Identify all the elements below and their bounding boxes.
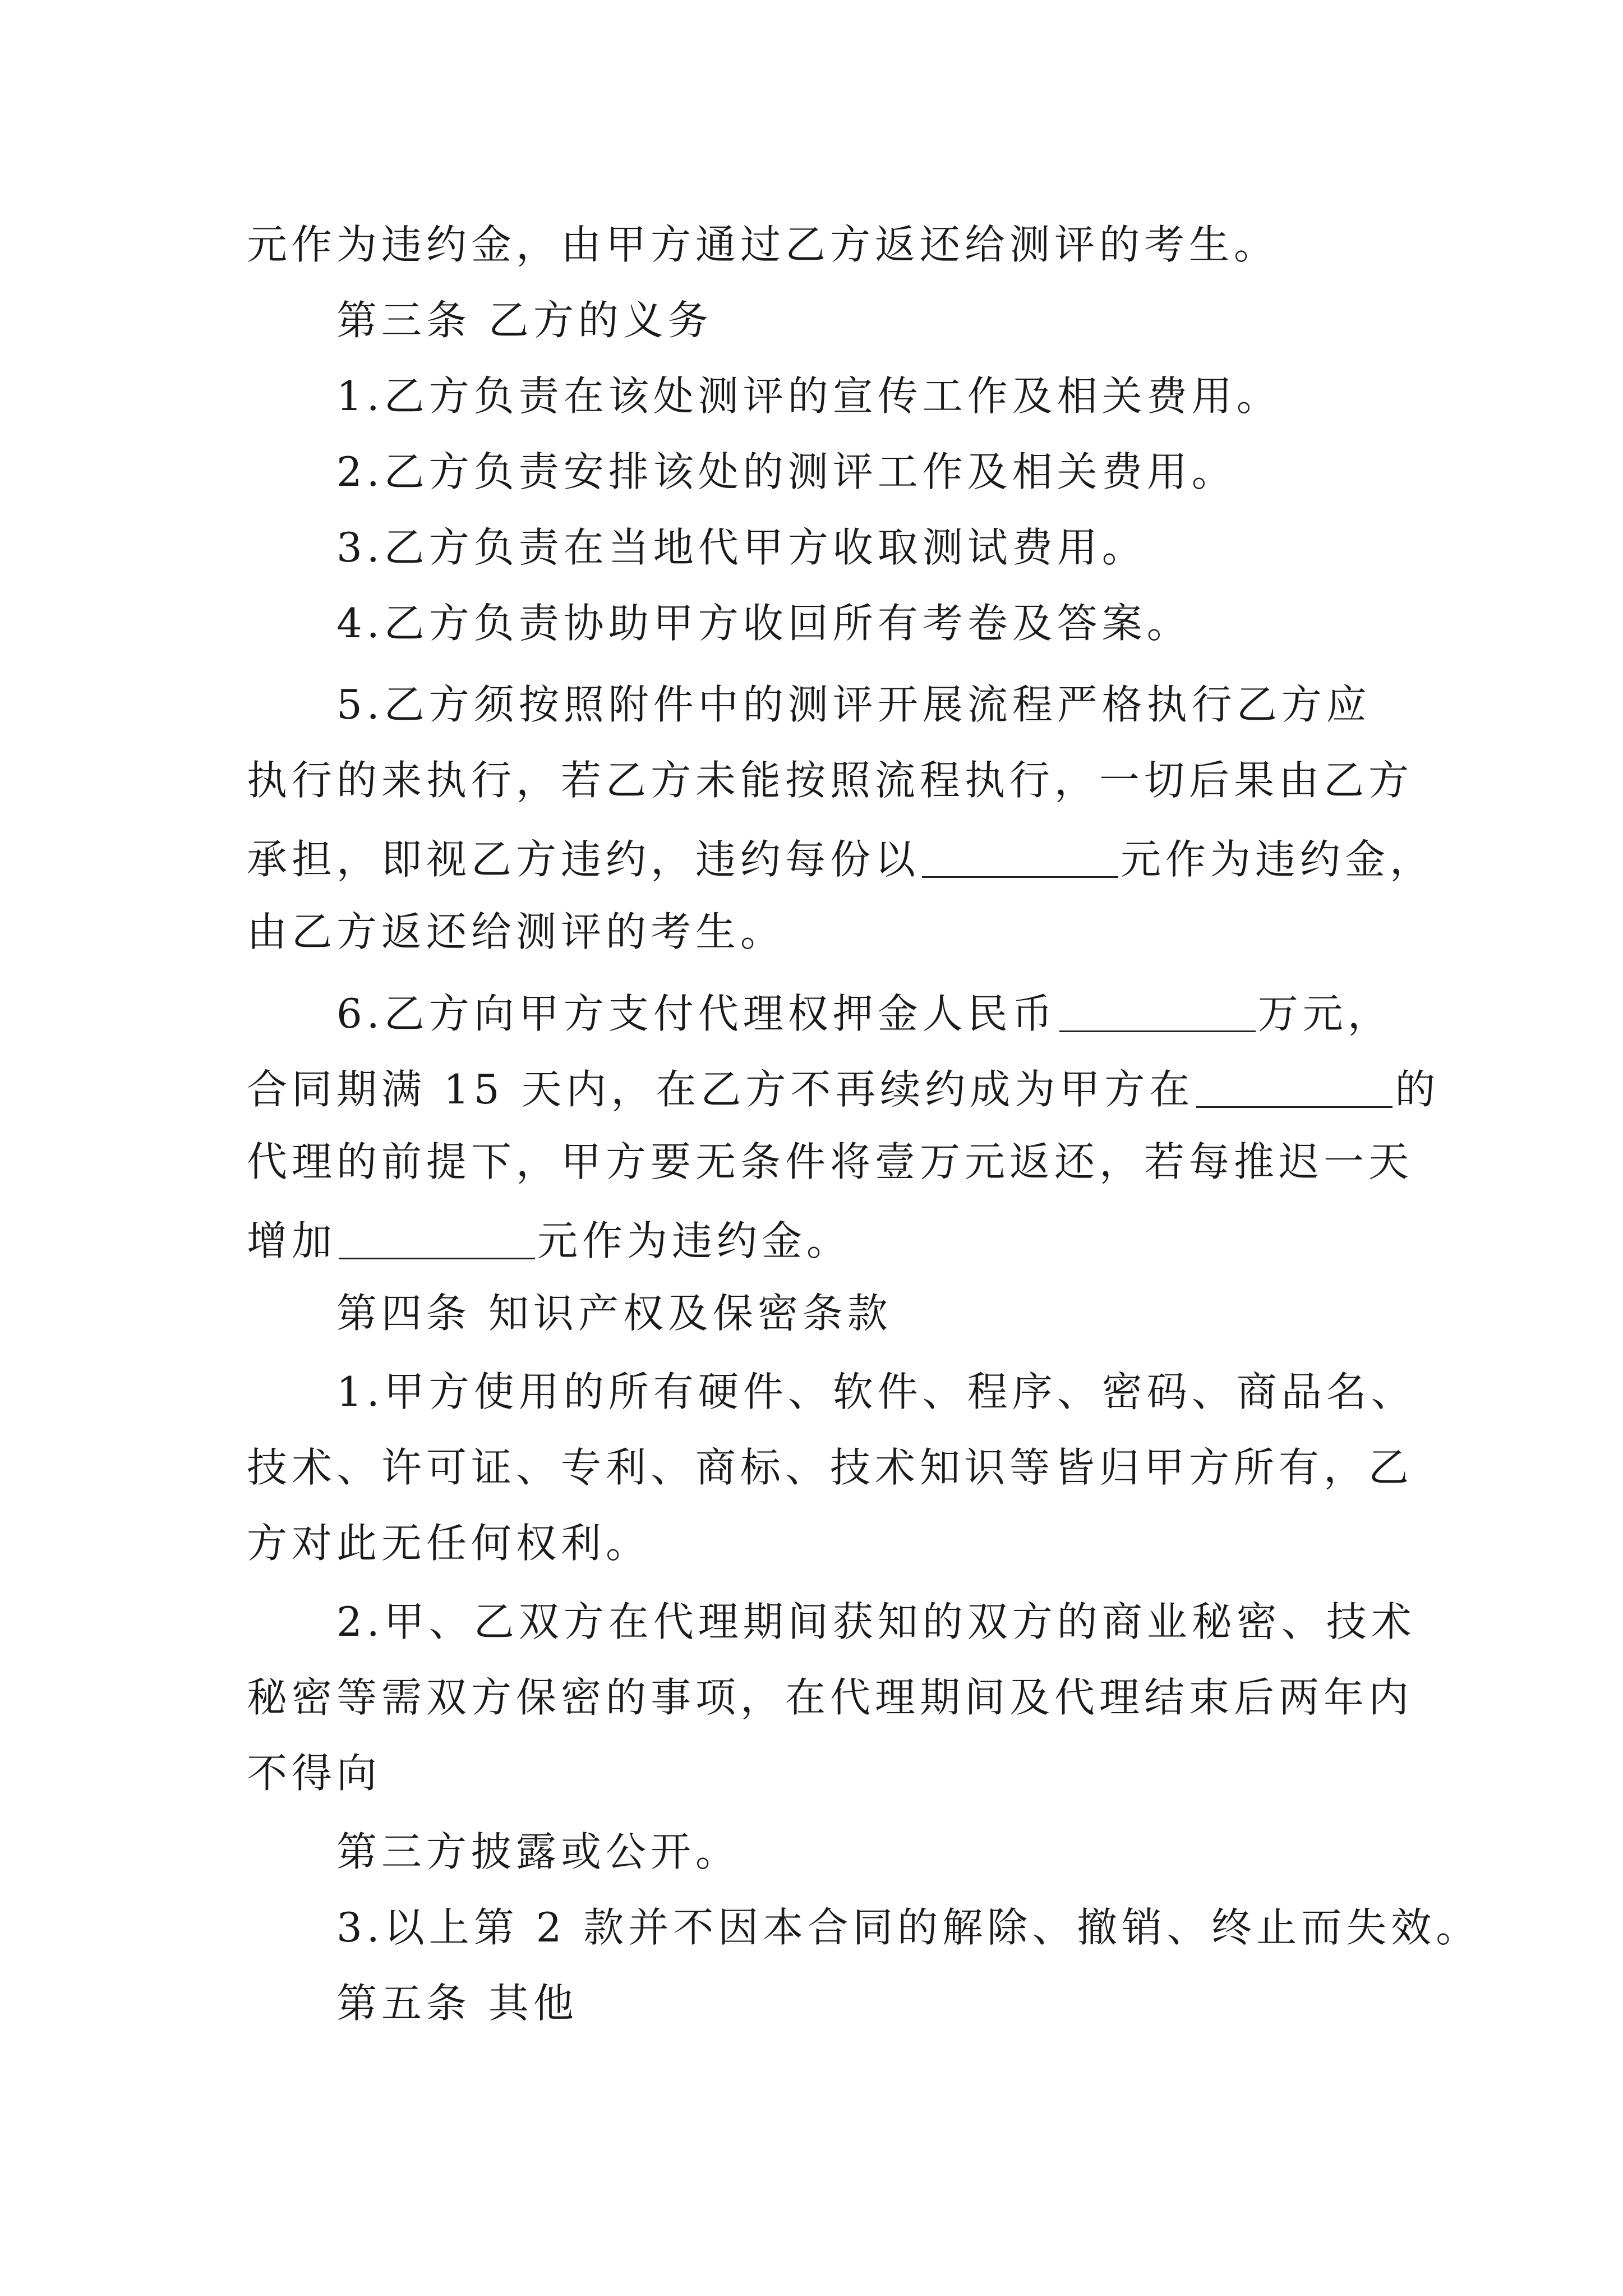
text-segment: 合同期满 15 天内，在乙方不再续约成为甲方在 bbox=[247, 1066, 1195, 1113]
text-line: 不得向 bbox=[247, 1750, 382, 1797]
fill-in-blank[interactable] bbox=[339, 1217, 535, 1259]
fill-in-blank[interactable] bbox=[1196, 1066, 1393, 1108]
text-segment: 元作为违约金。 bbox=[537, 1217, 852, 1264]
text-line bbox=[247, 1066, 1440, 1113]
text-segment: 增加 bbox=[247, 1217, 337, 1264]
list-item: 5.乙方须按照附件中的测评开展流程严格执行乙方应 bbox=[336, 681, 1371, 728]
list-item: 3.以上第 2 款并不因本合同的解除、撤销、终止而失效。 bbox=[336, 1904, 1481, 1951]
section-heading: 第四条 知识产权及保密条款 bbox=[336, 1290, 892, 1337]
section-heading: 第三条 乙方的义务 bbox=[336, 297, 713, 344]
text-line: 执行的来执行，若乙方未能按照流程执行，一切后果由乙方 bbox=[247, 757, 1414, 804]
text-line: 技术、许可证、专利、商标、技术知识等皆归甲方所有，乙 bbox=[247, 1444, 1414, 1491]
fill-in-blank[interactable] bbox=[922, 836, 1118, 878]
list-item: 2.乙方负责安排该处的测评工作及相关费用。 bbox=[336, 448, 1237, 495]
text-segment: 6.乙方向甲方支付代理权押金人民币 bbox=[336, 990, 1057, 1037]
list-item: 3.乙方负责在当地代甲方收取测试费用。 bbox=[336, 524, 1147, 571]
text-line: 第三方披露或公开。 bbox=[336, 1828, 741, 1875]
text-line: 由乙方返还给测评的考生。 bbox=[247, 908, 786, 955]
list-item bbox=[336, 990, 1393, 1037]
text-line bbox=[247, 836, 1435, 883]
section-heading: 第五条 其他 bbox=[336, 1980, 578, 2027]
fill-in-blank[interactable] bbox=[1059, 990, 1256, 1032]
text-line bbox=[247, 1217, 852, 1264]
text-segment: 承担，即视乙方违约，违约每份以 bbox=[247, 836, 920, 883]
text-segment: 的 bbox=[1395, 1066, 1440, 1113]
text-line: 秘密等需双方保密的事项，在代理期间及代理结束后两年内 bbox=[247, 1674, 1414, 1721]
text-segment: 元作为违约金， bbox=[1121, 836, 1435, 883]
list-item: 2.甲、乙双方在代理期间获知的双方的商业秘密、技术 bbox=[336, 1598, 1416, 1645]
list-item: 4.乙方负责协助甲方收回所有考卷及答案。 bbox=[336, 600, 1192, 647]
text-line: 元作为违约金，由甲方通过乙方返还给测评的考生。 bbox=[247, 221, 1279, 268]
list-item: 1.乙方负责在该处测评的宣传工作及相关费用。 bbox=[336, 372, 1281, 420]
text-line: 方对此无任何权利。 bbox=[247, 1520, 651, 1567]
text-segment: 万元， bbox=[1257, 990, 1393, 1037]
list-item: 1.甲方使用的所有硬件、软件、程序、密码、商品名、 bbox=[336, 1368, 1416, 1415]
text-line: 代理的前提下，甲方要无条件将壹万元返还，若每推迟一天 bbox=[247, 1138, 1414, 1185]
